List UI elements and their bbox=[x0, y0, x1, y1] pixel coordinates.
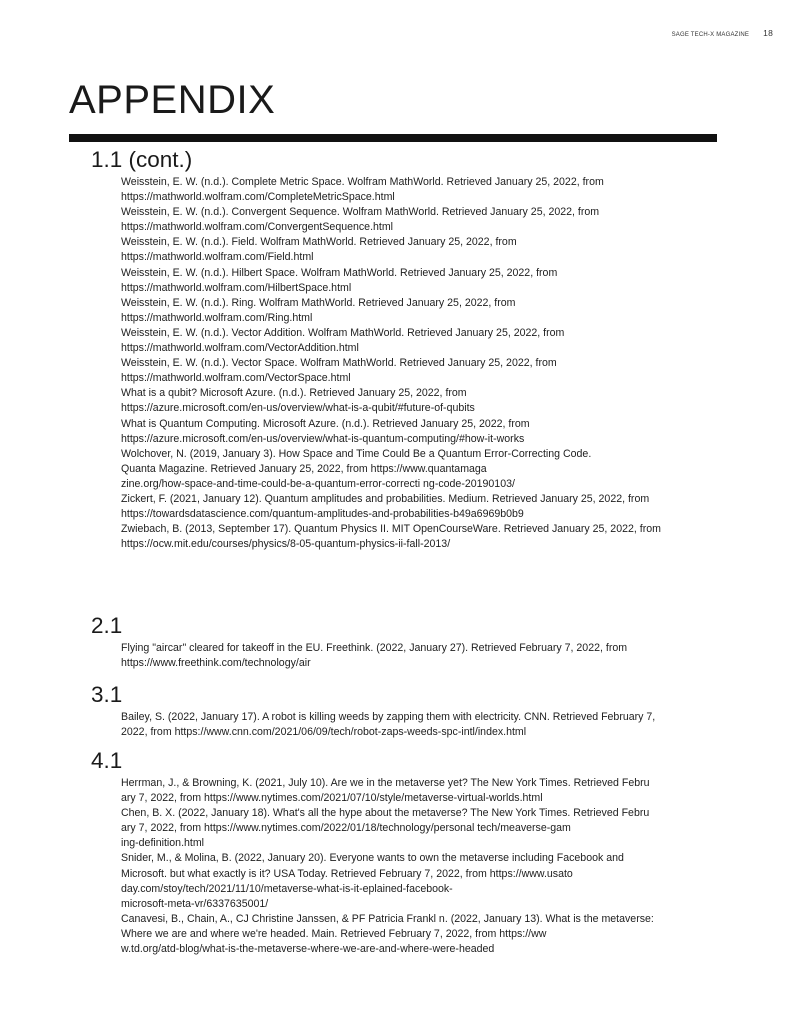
section-2 bbox=[0, 612, 791, 671]
reference-entry bbox=[121, 776, 729, 806]
reference-line: w.td.org/atd-blog/what-is-the-metaverse-where-we-are-and-where-were-headed bbox=[121, 943, 495, 956]
reference-line: https://ocw.mit.edu/courses/physics/8-05-quantum-physics-ii-fall-2013/ bbox=[121, 538, 451, 551]
reference-line: https://mathworld.wolfram.com/Ring.html bbox=[121, 311, 313, 324]
reference-entry bbox=[121, 806, 729, 851]
reference-list bbox=[0, 641, 791, 671]
reference-entry bbox=[121, 447, 729, 492]
reference-line: Weisstein, E. W. (n.d.). Vector Addition. Wolfram MathWorld. Retrieved January 25, 2022, from bbox=[121, 326, 565, 339]
section-heading: 2.1 bbox=[91, 613, 123, 638]
reference-entry bbox=[121, 386, 729, 416]
reference-list bbox=[0, 776, 791, 957]
title-rule bbox=[69, 134, 717, 142]
running-header bbox=[672, 28, 773, 38]
reference-line: Weisstein, E. W. (n.d.). Vector Space. Wolfram MathWorld. Retrieved January 25, 2022, from bbox=[121, 357, 557, 370]
reference-line: ary 7, 2022, from https://www.nytimes.com/2022/01/18/technology/personal tech/meaverse-gam bbox=[121, 822, 571, 835]
section-3 bbox=[0, 681, 791, 740]
reference-line: Bailey, S. (2022, January 17). A robot is killing weeds by zapping them with electricity. CNN. Retrieved February 7, bbox=[121, 711, 656, 723]
reference-line: https://www.freethink.com/technology/air bbox=[121, 657, 311, 670]
reference-line: Snider, M., & Molina, B. (2022, January 20). Everyone wants to own the metaverse including Facebook and bbox=[121, 852, 624, 865]
reference-entry bbox=[121, 912, 729, 957]
reference-line: https://azure.microsoft.com/en-us/overview/what-is-quantum-computing/#how-it-works bbox=[121, 432, 525, 445]
reference-line: https://mathworld.wolfram.com/Field.html bbox=[121, 251, 314, 264]
reference-entry bbox=[121, 266, 729, 296]
reference-line: Zwiebach, B. (2013, September 17). Quantum Physics II. MIT OpenCourseWare. Retrieved January 25, 2022, from bbox=[121, 523, 661, 536]
reference-line: https://mathworld.wolfram.com/HilbertSpace.html bbox=[121, 281, 352, 294]
magazine-name: SAGE TECH-X MAGAZINE bbox=[671, 32, 750, 38]
reference-line: 2022, from https://www.cnn.com/2021/06/09/tech/robot-zaps-weeds-spc-intl/index.html bbox=[121, 726, 527, 739]
reference-line: https://mathworld.wolfram.com/ConvergentSequence.html bbox=[121, 221, 394, 234]
section-1 bbox=[0, 146, 791, 552]
reference-line: ary 7, 2022, from https://www.nytimes.com/2021/07/10/style/metaverse-virtual-worlds.html bbox=[121, 792, 543, 805]
section-heading: 1.1 (cont.) bbox=[91, 147, 193, 172]
page-number: 18 bbox=[763, 28, 773, 38]
reference-entry bbox=[121, 641, 729, 671]
reference-line: Flying "aircar" cleared for takeoff in the EU. Freethink. (2022, January 27). Retrieved February 7, 2022, from bbox=[121, 642, 628, 654]
reference-line: ing-definition.html bbox=[121, 837, 205, 850]
reference-line: What is a qubit? Microsoft Azure. (n.d.). Retrieved January 25, 2022, from bbox=[121, 387, 467, 400]
reference-line: Weisstein, E. W. (n.d.). Hilbert Space. Wolfram MathWorld. Retrieved January 25, 2022, from bbox=[121, 266, 558, 279]
reference-line: Weisstein, E. W. (n.d.). Complete Metric Space. Wolfram MathWorld. Retrieved January 25, 2022, from bbox=[121, 176, 604, 188]
reference-entry bbox=[121, 235, 729, 265]
section-heading: 3.1 bbox=[91, 682, 123, 707]
reference-line: Weisstein, E. W. (n.d.). Convergent Sequence. Wolfram MathWorld. Retrieved January 25, 2022, from bbox=[121, 206, 600, 219]
reference-line: Wolchover, N. (2019, January 3). How Space and Time Could Be a Quantum Error-Correcting Code. bbox=[121, 447, 592, 460]
page-title: APPENDIX bbox=[69, 78, 276, 122]
reference-line: microsoft-meta-vr/6337635001/ bbox=[121, 897, 269, 910]
reference-entry bbox=[121, 522, 729, 552]
reference-line: Canavesi, B., Chain, A., CJ Christine Janssen, & PF Patricia Frankl n. (2022, January 13). What is the metaverse: bbox=[121, 912, 654, 925]
reference-list bbox=[0, 710, 791, 740]
reference-line: What is Quantum Computing. Microsoft Azure. (n.d.). Retrieved January 25, 2022, from bbox=[121, 417, 530, 430]
reference-line: Weisstein, E. W. (n.d.). Field. Wolfram MathWorld. Retrieved January 25, 2022, from bbox=[121, 236, 517, 249]
reference-line: Quanta Magazine. Retrieved January 25, 2022, from https://www.quantamaga bbox=[121, 462, 487, 475]
reference-entry bbox=[121, 296, 729, 326]
reference-line: Herrman, J., & Browning, K. (2021, July 10). Are we in the metaverse yet? The New York Times. Retrieved Febru bbox=[121, 777, 650, 789]
reference-line: Weisstein, E. W. (n.d.). Ring. Wolfram MathWorld. Retrieved January 25, 2022, from bbox=[121, 296, 516, 309]
reference-line: https://mathworld.wolfram.com/CompleteMetricSpace.html bbox=[121, 191, 395, 204]
reference-line: https://mathworld.wolfram.com/VectorSpace.html bbox=[121, 372, 351, 385]
reference-line: Microsoft. but what exactly is it? USA Today. Retrieved February 7, 2022, from https://www.usato bbox=[121, 867, 573, 880]
reference-line: https://azure.microsoft.com/en-us/overview/what-is-a-qubit/#future-of-qubits bbox=[121, 402, 475, 415]
reference-entry bbox=[121, 710, 729, 740]
reference-entry bbox=[121, 492, 729, 522]
reference-line: Where we are and where we're headed. Main. Retrieved February 7, 2022, from https://ww bbox=[121, 927, 547, 940]
reference-list bbox=[0, 175, 791, 552]
reference-line: day.com/stoy/tech/2021/11/10/metaverse-what-is-it-eplained-facebook- bbox=[121, 882, 453, 895]
section-heading: 4.1 bbox=[91, 748, 123, 773]
reference-entry bbox=[121, 175, 729, 205]
reference-line: Zickert, F. (2021, January 12). Quantum amplitudes and probabilities. Medium. Retrieved January 25, 2022, from bbox=[121, 492, 650, 505]
reference-entry bbox=[121, 417, 729, 447]
reference-line: https://towardsdatascience.com/quantum-amplitudes-and-probabilities-b49a6969b0b9 bbox=[121, 508, 524, 521]
section-4 bbox=[0, 747, 791, 957]
reference-line: zine.org/how-space-and-time-could-be-a-quantum-error-correcti ng-code-20190103/ bbox=[121, 477, 515, 490]
reference-entry bbox=[121, 326, 729, 356]
reference-entry bbox=[121, 205, 729, 235]
reference-entry bbox=[121, 851, 729, 911]
reference-line: https://mathworld.wolfram.com/VectorAddition.html bbox=[121, 342, 359, 355]
reference-line: Chen, B. X. (2022, January 18). What's all the hype about the metaverse? The New York Times. Retrieved Febru bbox=[121, 807, 650, 820]
reference-entry bbox=[121, 356, 729, 386]
